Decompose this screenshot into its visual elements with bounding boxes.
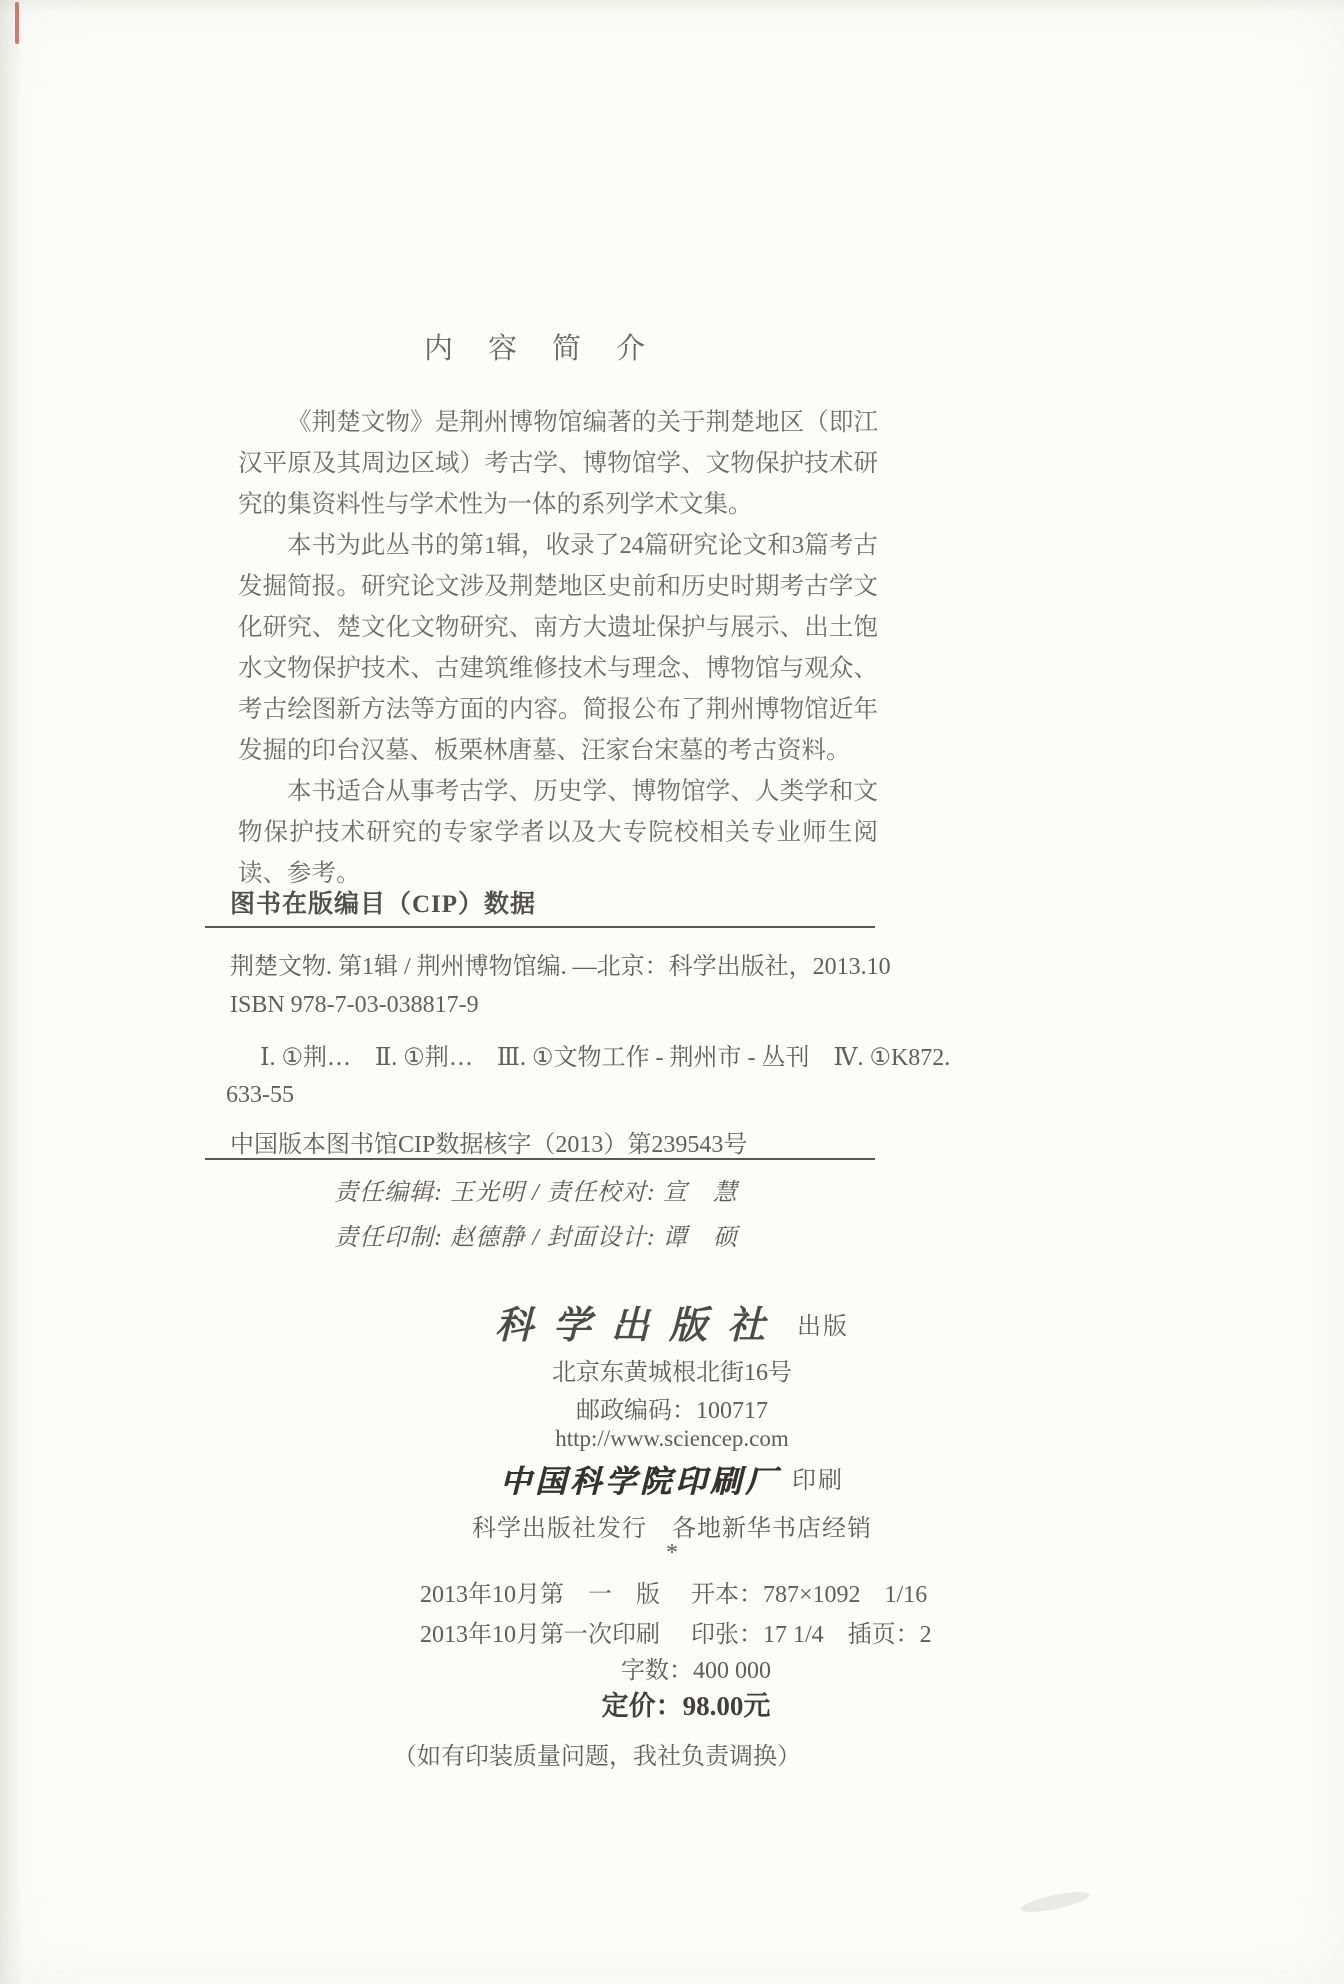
intro-section [238, 402, 878, 894]
edition-word-count: 字数：400 000 [621, 1658, 771, 1684]
publisher-address: 北京东黄城根北街16号 [552, 1360, 792, 1386]
divider-top [205, 926, 875, 928]
distribution-line: 科学出版社发行 各地新华书店经销 [472, 1516, 872, 1542]
scan-edge-shading-top [0, 0, 1344, 14]
quality-note: （如有印装质量问题，我社负责调换） [393, 1744, 801, 1770]
staff-production-line: 责任印制: 赵德静 / 封面设计: 谭 硕 [334, 1225, 738, 1251]
separator-asterisk: * [666, 1540, 678, 1566]
intro-paragraph-2: 本书为此丛书的第1辑，收录了24篇研究论文和3篇考古发掘简报。研究论文涉及荆楚地区史前和历史时期考古学文化研究、楚文化文物研究、南方大遗址保护与展示、出土饱水文物保护技术、古建筑维修技术与理念、博物馆与观众、考古绘图新方法等方面的内容。简报公布了荆州博物馆近年发掘的印台汉墓、板栗林唐墓、汪家台宋墓的考古资料。 [238, 532, 878, 764]
divider-bottom [205, 1158, 875, 1160]
staff-editors-line: 责任编辑: 王光明 / 责任校对: 宣 慧 [334, 1180, 738, 1206]
cip-title-line: 荆楚文物. 第1辑 / 荆州博物馆编. —北京：科学出版社，2013.10 [230, 954, 891, 980]
edition-row-2 [272, 1614, 1072, 1649]
intro-paragraph-3: 本书适合从事考古学、历史学、博物馆学、人类学和文物保护技术研究的专家学者以及大专院校相关专业师生阅读、参考。 [238, 778, 878, 887]
cip-isbn: ISBN 978-7-03-038817-9 [230, 992, 479, 1018]
intro-paragraph-1: 《荆楚文物》是荆州博物馆编著的关于荆楚地区（即江汉平原及其周边区域）考古学、博物馆学、文物保护技术研究的集资料性与学术性为一体的系列学术文集。 [238, 409, 878, 518]
printer-name-line [272, 1456, 1072, 1501]
publisher-website: http://www.sciencep.com [555, 1426, 789, 1451]
cip-header: 图书在版编目（CIP）数据 [230, 891, 537, 918]
scan-artifact-red [15, 2, 19, 44]
cip-classification: Ⅰ. ①荆… Ⅱ. ①荆… Ⅲ. ①文物工作 - 荆州市 - 丛刊 Ⅳ. ①K872. [260, 1045, 951, 1071]
edition-row-1 [272, 1574, 1072, 1609]
edition-version: 2013年10月第 一 版 [420, 1582, 660, 1608]
page-title: 内 容 简 介 [423, 333, 648, 365]
publisher-name-line [272, 1294, 1072, 1349]
publisher-role-label: 出版 [797, 1314, 849, 1340]
price-line: 定价：98.00元 [601, 1691, 771, 1721]
printer-logotype: 中国科学院印刷厂 [500, 1464, 780, 1499]
scan-edge-shading-left [0, 0, 24, 1984]
edition-format: 开本：787×1092 1/16 [691, 1582, 928, 1608]
publisher-logotype: 科学出版社 [494, 1305, 785, 1347]
cip-classification-continued: 633-55 [226, 1082, 294, 1108]
edition-sheets: 印张：17 1/4 插页：2 [691, 1622, 932, 1648]
scan-smudge [1019, 1888, 1090, 1916]
printer-role-label: 印刷 [792, 1468, 844, 1494]
cip-record-number: 中国版本图书馆CIP数据核字（2013）第239543号 [230, 1132, 748, 1158]
edition-printing: 2013年10月第一次印刷 [420, 1622, 660, 1648]
publisher-postcode: 邮政编码：100717 [576, 1398, 768, 1424]
